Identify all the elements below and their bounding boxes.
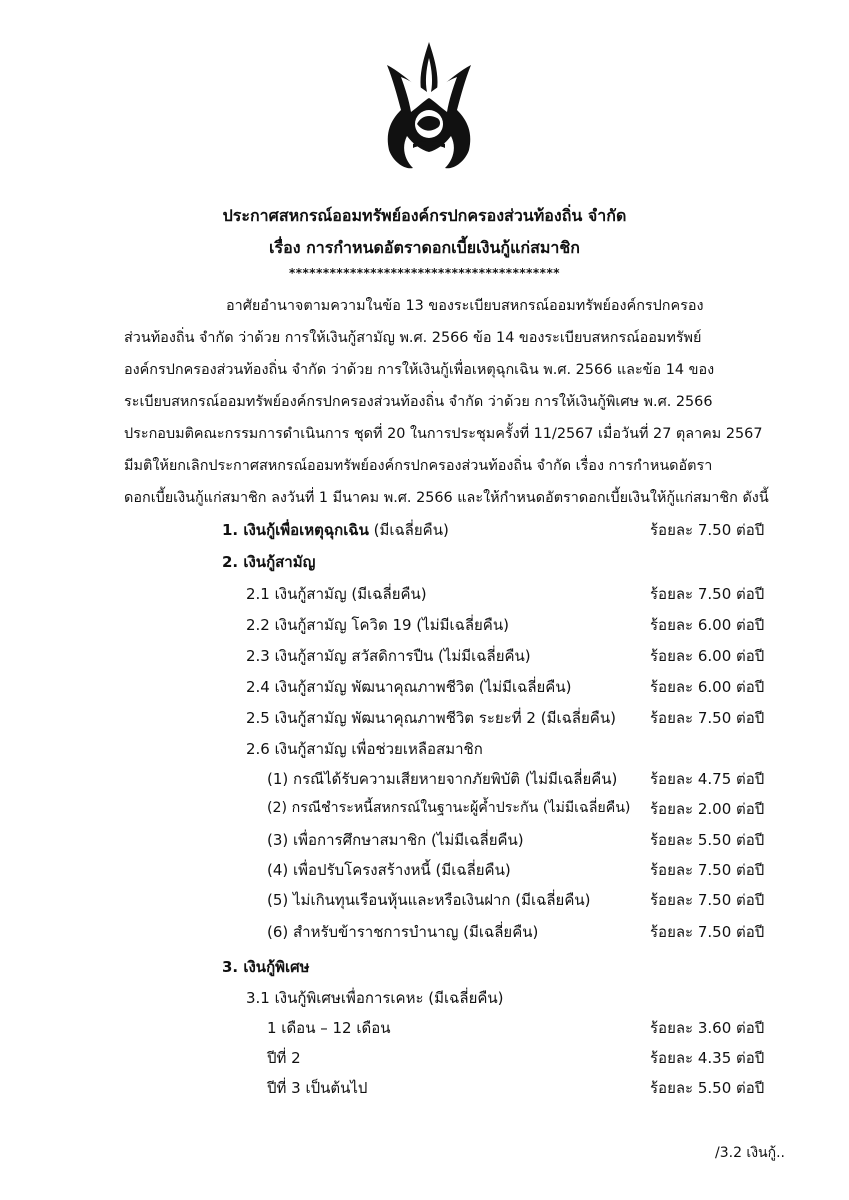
item-label: (6) สำหรับข้าราชการบำนาญ (มีเฉลี่ยคืน) (267, 923, 539, 941)
item-label: ปีที่ 3 เป็นต้นไป (267, 1079, 368, 1097)
item-label: 2. เงินกู้สามัญ (222, 553, 316, 571)
announcement-subject: เรื่อง การกำหนดอัตราดอกเบี้ยเงินกู้แก่สมาชิก (269, 238, 580, 257)
item-label: 2.3 เงินกู้สามัญ สวัสดิการปืน (ไม่มีเฉลี่ยคืน) (246, 647, 531, 665)
rate-row (0, 675, 849, 699)
rate-row (0, 767, 849, 791)
item-label: 2.5 เงินกู้สามัญ พัฒนาคุณภาพชีวิต ระยะที่ 2 (มีเฉลี่ยคืน) (246, 709, 616, 727)
item-rate: ร้อยละ 7.50 ต่อปี (650, 861, 765, 879)
item-rate: ร้อยละ 6.00 ต่อปี (650, 616, 765, 634)
item-rate: ร้อยละ 7.50 ต่อปี (650, 585, 765, 603)
intro-line: ประกอบมติคณะกรรมการดำเนินการ ชุดที่ 20 ในการประชุมครั้งที่ 11/2567 เมื่อวันที่ 27 ตุลาคม 2567 (124, 426, 763, 442)
item-note: (มีเฉลี่ยคืน) (368, 521, 449, 539)
rate-row (0, 582, 849, 606)
cooperative-emblem-icon (379, 40, 479, 180)
item-label: 2.2 เงินกู้สามัญ โควิด 19 (ไม่มีเฉลี่ยคืน) (246, 616, 509, 634)
item-rate: ร้อยละ 4.35 ต่อปี (650, 1049, 765, 1067)
item-rate: ร้อยละ 7.50 ต่อปี (650, 891, 765, 909)
rate-row (0, 858, 849, 882)
item-rate: ร้อยละ 6.00 ต่อปี (650, 647, 765, 665)
item-rate: ร้อยละ 7.50 ต่อปี (650, 521, 765, 539)
item-rate: ร้อยละ 7.50 ต่อปี (650, 923, 765, 941)
item-label: 2.1 เงินกู้สามัญ (มีเฉลี่ยคืน) (246, 585, 427, 603)
item-rate: ร้อยละ 2.00 ต่อปี (650, 800, 765, 818)
item-label: (3) เพื่อการศึกษาสมาชิก (ไม่มีเฉลี่ยคืน) (267, 831, 524, 849)
item-label: (4) เพื่อปรับโครงสร้างหนี้ (มีเฉลี่ยคืน) (267, 861, 511, 879)
rate-row (0, 644, 849, 668)
rate-row-emergency-loan (0, 518, 849, 542)
rate-row (0, 920, 849, 944)
announcement-title: ประกาศสหกรณ์ออมทรัพย์องค์กรปกครองส่วนท้องถิ่น จำกัด (222, 206, 627, 225)
intro-line: องค์กรปกครองส่วนท้องถิ่น จำกัด ว่าด้วย การให้เงินกู้เพื่อเหตุฉุกเฉิน พ.ศ. 2566 และข้อ 14 ของ (124, 362, 715, 378)
intro-paragraph (124, 294, 784, 514)
separator-stars: **************************************** (288, 266, 560, 280)
subsection-heading (0, 737, 849, 761)
item-rate: ร้อยละ 5.50 ต่อปี (650, 831, 765, 849)
intro-line: ระเบียบสหกรณ์ออมทรัพย์องค์กรปกครองส่วนท้องถิ่น จำกัด ว่าด้วย การให้เงินกู้พิเศษ พ.ศ. 2566 (124, 394, 713, 410)
intro-line: ส่วนท้องถิ่น จำกัด ว่าด้วย การให้เงินกู้สามัญ พ.ศ. 2566 ข้อ 14 ของระเบียบสหกรณ์ออมทรัพย์ (124, 330, 702, 346)
item-label: 1 เดือน – 12 เดือน (267, 1019, 391, 1037)
item-label: 3. เงินกู้พิเศษ (222, 958, 310, 976)
section-heading-ordinary-loan (0, 550, 849, 574)
item-label: 3.1 เงินกู้พิเศษเพื่อการเคหะ (มีเฉลี่ยคืน) (246, 989, 504, 1007)
item-label: 2.4 เงินกู้สามัญ พัฒนาคุณภาพชีวิต (ไม่มีเฉลี่ยคืน) (246, 678, 572, 696)
page-continuation: /3.2 เงินกู้.. (715, 1145, 785, 1161)
intro-line: อาศัยอำนาจตามความในข้อ 13 ของระเบียบสหกรณ์ออมทรัพย์องค์กรปกครอง (226, 298, 704, 314)
item-rate: ร้อยละ 3.60 ต่อปี (650, 1019, 765, 1037)
rate-row (0, 888, 849, 912)
rate-row (0, 1046, 849, 1070)
rate-row (0, 1076, 849, 1100)
item-rate: ร้อยละ 5.50 ต่อปี (650, 1079, 765, 1097)
subsection-heading (0, 986, 849, 1010)
intro-line: ดอกเบี้ยเงินกู้แก่สมาชิก ลงวันที่ 1 มีนาคม พ.ศ. 2566 และให้กำหนดอัตราดอกเบี้ยเงินให้กู้แก่สมาชิก ดังนี้ (124, 490, 769, 506)
section-heading-special-loan (0, 955, 849, 979)
rate-row (0, 797, 849, 821)
intro-line: มีมติให้ยกเลิกประกาศสหกรณ์ออมทรัพย์องค์กรปกครองส่วนท้องถิ่น จำกัด เรื่อง การกำหนดอัตรา (124, 458, 713, 474)
item-label: ปีที่ 2 (267, 1049, 301, 1067)
item-rate: ร้อยละ 4.75 ต่อปี (650, 770, 765, 788)
rate-row (0, 613, 849, 637)
item-label: 1. เงินกู้เพื่อเหตุฉุกเฉิน (222, 521, 369, 539)
rate-row (0, 706, 849, 730)
item-label: (1) กรณีได้รับความเสียหายจากภัยพิบัติ (ไม่มีเฉลี่ยคืน) (267, 770, 618, 788)
item-label: (2) กรณีชำระหนี้สหกรณ์ในฐานะผู้ค้ำประกัน (ไม่มีเฉลี่ยคืน) (267, 800, 631, 816)
item-rate: ร้อยละ 6.00 ต่อปี (650, 678, 765, 696)
rate-row (0, 828, 849, 852)
item-rate: ร้อยละ 7.50 ต่อปี (650, 709, 765, 727)
item-label: (5) ไม่เกินทุนเรือนหุ้นและหรือเงินฝาก (มีเฉลี่ยคืน) (267, 891, 591, 909)
item-label: 2.6 เงินกู้สามัญ เพื่อช่วยเหลือสมาชิก (246, 740, 483, 758)
rate-row (0, 1016, 849, 1040)
